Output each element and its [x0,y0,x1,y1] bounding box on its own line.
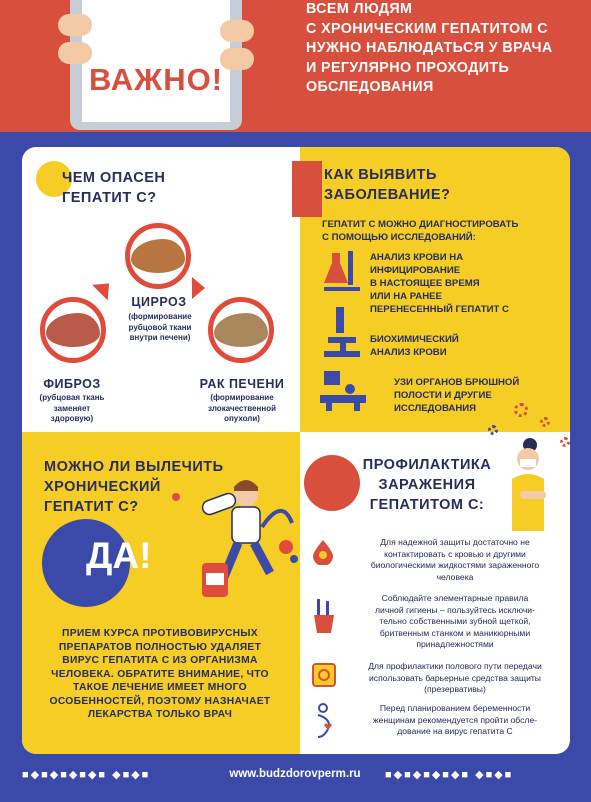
virus-icon [488,425,498,435]
hand-icon [58,14,92,36]
stage-name: ЦИРРОЗ [131,295,187,309]
detect-item-line: УЗИ ОРГАНОВ БРЮШНОЙ [394,377,520,388]
cure-text-line: ЧЕЛОВЕКА. ОБРАТИТЕ ВНИМАНИЕ, ЧТО [51,668,269,680]
detect-title-line: ЗАБОЛЕВАНИЕ? [324,187,451,203]
header-line: НУЖНО НАБЛЮДАТЬСЯ У ВРАЧА [306,40,553,56]
stage-desc-line: опухоли) [224,414,260,423]
detect-item-line: ПОЛОСТИ И ДРУГИЕ [394,390,492,401]
pregnancy-icon [312,703,338,739]
prevention-item-line: Для профилактики полового пути передачи [368,661,542,671]
detect-item-line: АНАЛИЗ КРОВИ НА [370,252,464,263]
info-card [22,147,570,754]
virus-icon [540,417,550,427]
pill-icon [172,493,180,501]
cirrhosis-liver-circle [125,223,191,289]
cure-title-line: МОЖНО ЛИ ВЫЛЕЧИТЬ [44,459,224,475]
cure-answer: ДА! [86,535,152,576]
cure-text [28,627,292,722]
cancer-liver-circle [208,297,274,363]
hand-icon [58,42,92,64]
detect-item-line: БИОХИМИЧЕСКИЙ [370,334,459,345]
cure-title-line: ХРОНИЧЕСКИЙ [44,479,161,495]
detect-item-line: ИССЛЕДОВАНИЯ [394,403,477,414]
prevention-title-line: ПРОФИЛАКТИКА [362,457,492,473]
blood-drop-icon [312,539,334,565]
prevention-title-line: ГЕПАТИТОМ С: [369,497,485,513]
cure-text-line: ЛЕКАРСТВА ТОЛЬКО ВРАЧ [87,709,233,720]
detect-item-line: В НАСТОЯЩЕЕ ВРЕМЯ [370,278,480,289]
cure-text-line: ОСОБЕННОСТЕЙ, ПОЭТОМУ НАЗНАЧАЕТ [49,695,271,707]
cure-text-line: ВИРУС ГЕПАТИТА С ИЗ ОРГАНИЗМА [62,655,258,666]
woman-mask-illustration [506,435,564,531]
prevention-item-line: дование на вирус гепатита С [397,726,513,736]
toothbrush-cup-icon [312,599,336,635]
header-line: ОБСЛЕДОВАНИЯ [306,79,434,95]
prevention-item-line: человека [436,571,474,582]
condom-icon [312,663,336,687]
liver-icon [131,239,185,273]
stage-desc-line: (формирование [210,393,274,402]
detect-item-line: ИЛИ НА РАНЕЕ [370,291,442,302]
virus-icon [514,403,528,417]
footer-decor-left: ■◆■◆■◆■◆■ ◆■◆■ [22,769,151,781]
prevention-item-line: Для надежной защиты достаточно не [380,537,530,547]
microscope-icon [322,303,362,359]
stage-desc-line: (рубцовая ткань [39,393,105,402]
stage-desc [30,393,114,425]
footer-website-link[interactable]: www.budzdorovperm.ru [229,768,361,780]
detect-item-text [370,333,459,359]
pill-icon [290,555,298,563]
detect-title [324,165,450,205]
stage-desc-line: заменяет [53,403,91,413]
stage-desc-line: злокачественной [207,403,277,413]
stage-name: ФИБРОЗ [43,377,101,391]
prevention-title-line: ЗАРАЖЕНИЯ [378,477,476,493]
stage-desc [198,393,286,425]
stage-desc-line: здоровую) [50,414,94,423]
stage-desc [118,312,202,344]
stage-desc-line: внутри печени) [129,333,191,342]
prevention-item-text [344,537,566,583]
prevention-item-line: бритвенным станком и маникюрными [379,627,531,638]
stage-desc-line: рубцовой ткани [128,322,192,332]
prevention-title [352,455,502,515]
prevention-item-text [344,593,566,651]
liver-icon [46,313,100,347]
cure-text-line: ТАКОЕ ЛЕЧЕНИЕ ИМЕЕТ МНОГО [73,682,247,693]
liver-icon [214,313,268,347]
cure-title-line: ГЕПАТИТ С? [44,499,139,515]
arrow-right-icon [92,276,117,301]
cure-text-line: ПРИЕМ КУРСА ПРОТИВОВИРУСНЫХ [62,628,258,639]
virus-icon [560,437,570,447]
prevention-item-line: (презервативы) [424,684,486,694]
prevention-item-text [344,661,566,696]
prevention-item-line: женщинам рекомендуется пройти обсле- [372,714,538,725]
detect-intro [322,218,518,244]
prevention-item-line: личной гигиены – пользуйтесь исключи- [375,604,535,615]
danger-title [62,168,165,208]
header-line: С ХРОНИЧЕСКИМ ГЕПАТИТОМ С [306,20,548,37]
hand-icon [220,20,254,42]
prevention-item-line: биологическими жидкостями зараженного [370,560,540,570]
prevention-item-line: тельно собственными зубной щеткой, [379,616,531,626]
ultrasound-icon [318,369,368,413]
detect-intro-line: ГЕПАТИТ С МОЖНО ДИАГНОСТИРОВАТЬ [322,219,519,230]
prevention-item-line: контактировать с кровью и другими [384,548,526,559]
cure-text-line: ПРЕПАРАТОВ ПОЛНОСТЬЮ УДАЛЯЕТ [58,641,262,653]
detect-item-text [370,251,509,316]
danger-title-line: ЧЕМ ОПАСЕН [62,170,166,186]
stage-desc-line: (формирование [128,312,192,321]
header-line: ВСЕМ ЛЮДЯМ [306,1,413,17]
detect-intro-line: С ПОМОЩЬЮ ИССЛЕДОВАНИЙ: [322,232,476,243]
prevention-item-line: использовать барьерные средства защиты [369,672,541,683]
prevention-item-text [344,703,566,738]
detect-title-line: КАК ВЫЯВИТЬ [324,167,437,183]
header-line: И РЕГУЛЯРНО ПРОХОДИТЬ [306,59,510,76]
prevention-item-line: Соблюдайте элементарные правила [381,593,529,603]
detect-item-line: ИНФИЦИРОВАНИЕ [370,265,461,276]
flask-icon [320,247,364,293]
header-message [306,0,586,98]
detect-item-line: АНАЛИЗ КРОВИ [370,347,447,358]
important-badge: ВАЖНО! [88,62,224,97]
prevention-item-line: принадлежностями [416,639,494,649]
danger-title-line: ГЕПАТИТ С? [62,190,157,206]
stage-name: РАК ПЕЧЕНИ [199,377,285,391]
detect-item-text [394,376,519,415]
detect-item-line: ПЕРЕНЕСЕННЫЙ ГЕПАТИТ С [370,304,509,315]
footer-decor-right: ■◆■◆■◆■◆■ ◆■◆■ [385,769,514,781]
doctor-illustration [182,477,302,605]
fibrosis-liver-circle [40,297,106,363]
decor-rect [292,161,322,217]
clipboard-paper [82,0,230,122]
prevention-item-line: Перед планированием беременности [379,703,531,713]
